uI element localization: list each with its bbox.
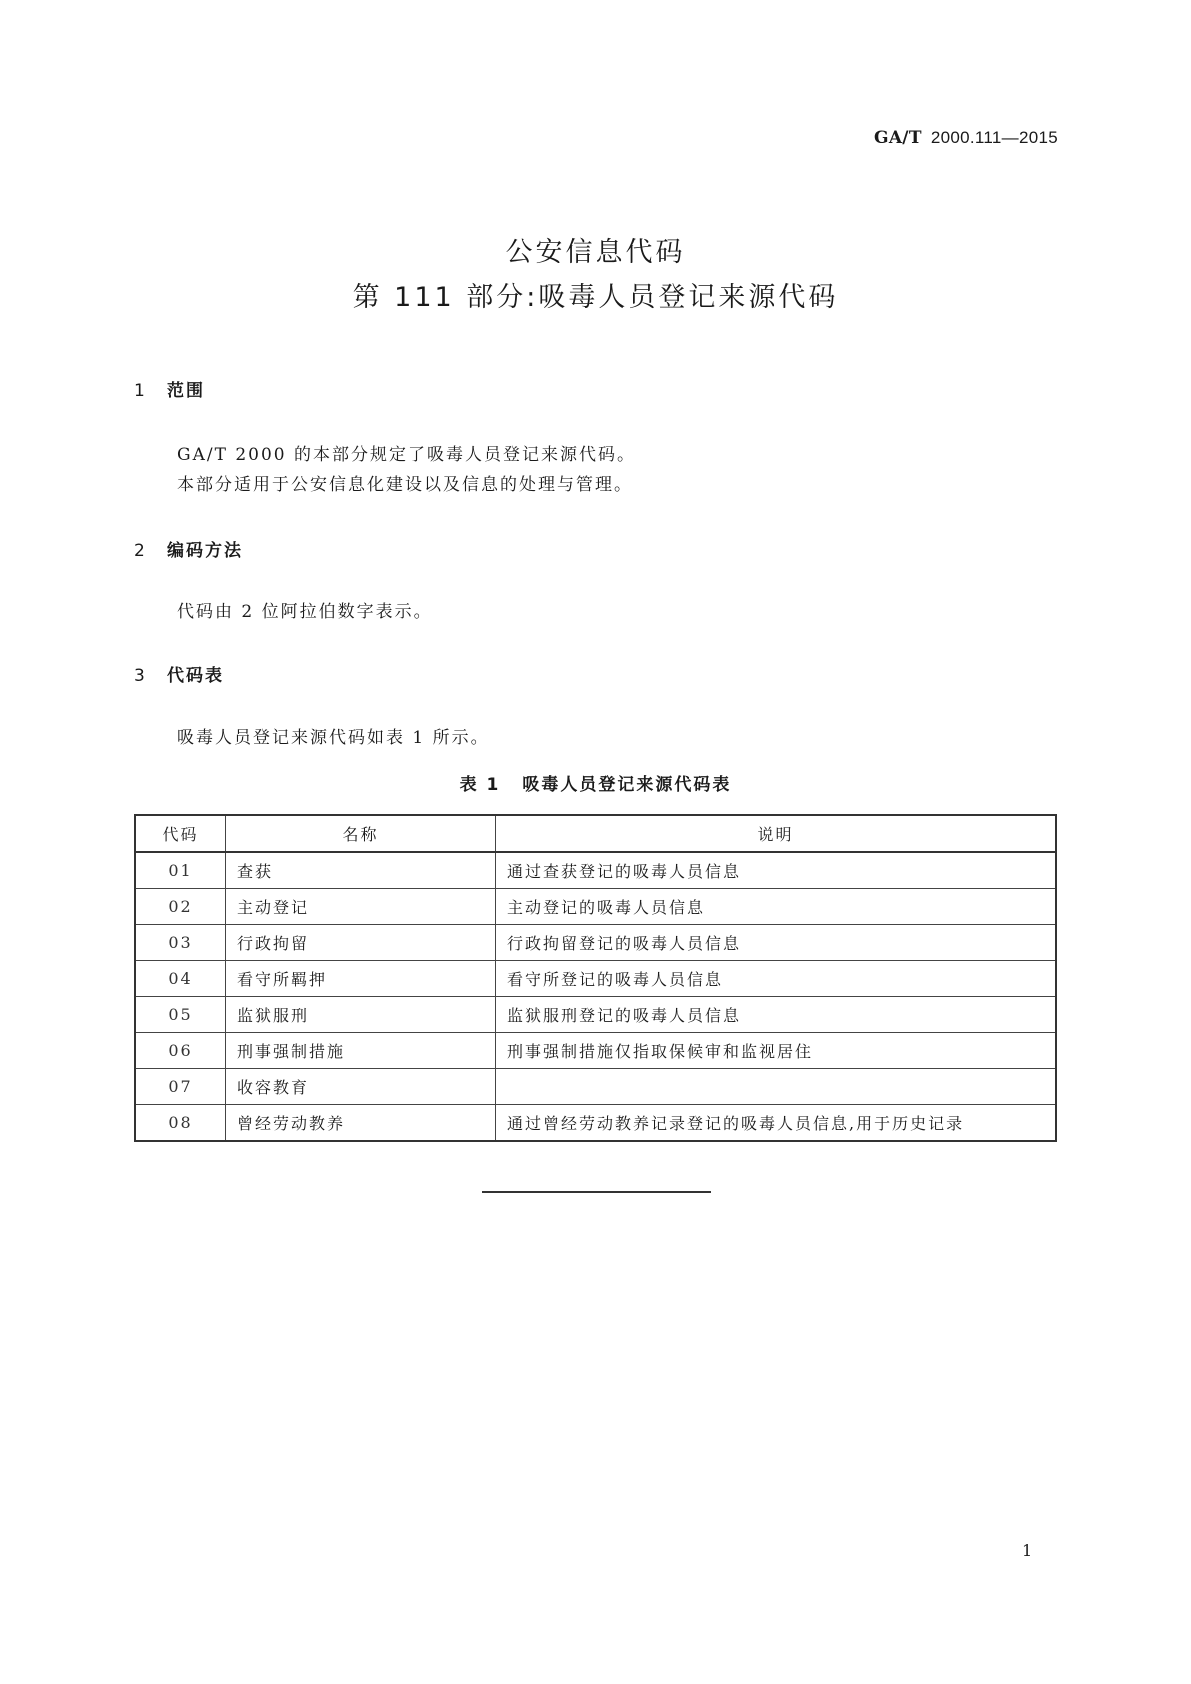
column-header-description: 说明 bbox=[496, 815, 1057, 852]
cell-code: 02 bbox=[135, 889, 226, 925]
cell-code: 06 bbox=[135, 1033, 226, 1069]
standard-number: 2000.111—2015 bbox=[930, 128, 1058, 147]
section-heading-encoding bbox=[134, 536, 243, 561]
section-title: 编码方法 bbox=[167, 541, 243, 561]
cell-name: 行政拘留 bbox=[226, 925, 496, 961]
cell-name: 看守所羁押 bbox=[226, 961, 496, 997]
cell-code: 05 bbox=[135, 997, 226, 1033]
cell-description: 主动登记的吸毒人员信息 bbox=[496, 889, 1057, 925]
cell-name: 查获 bbox=[226, 852, 496, 889]
table-header-row bbox=[135, 815, 1056, 852]
section-number: 1 bbox=[134, 381, 147, 401]
cell-description: 行政拘留登记的吸毒人员信息 bbox=[496, 925, 1057, 961]
cell-name: 收容教育 bbox=[226, 1069, 496, 1105]
cell-name: 刑事强制措施 bbox=[226, 1033, 496, 1069]
standard-prefix: GA/T bbox=[874, 128, 922, 148]
cell-code: 03 bbox=[135, 925, 226, 961]
end-of-document-rule bbox=[482, 1191, 711, 1193]
paragraph: GA/T 2000 的本部分规定了吸毒人员登记来源代码。 bbox=[177, 445, 636, 465]
table-row bbox=[135, 997, 1056, 1033]
table-row bbox=[135, 852, 1056, 889]
cell-description: 监狱服刑登记的吸毒人员信息 bbox=[496, 997, 1057, 1033]
cell-description: 通过曾经劳动教养记录登记的吸毒人员信息,用于历史记录 bbox=[496, 1105, 1057, 1142]
table-row bbox=[135, 1033, 1056, 1069]
table-caption-title: 吸毒人员登记来源代码表 bbox=[522, 775, 732, 795]
cell-code: 07 bbox=[135, 1069, 226, 1105]
table-caption-label: 表 1 bbox=[459, 775, 501, 795]
cell-name: 主动登记 bbox=[226, 889, 496, 925]
paragraph: 吸毒人员登记来源代码如表 1 所示。 bbox=[177, 728, 490, 748]
cell-description bbox=[496, 1069, 1057, 1105]
table-row bbox=[135, 1105, 1056, 1142]
code-table bbox=[134, 814, 1057, 1142]
table-row bbox=[135, 925, 1056, 961]
cell-name: 监狱服刑 bbox=[226, 997, 496, 1033]
page-number: 1 bbox=[1022, 1541, 1033, 1560]
paragraph: 本部分适用于公安信息化建设以及信息的处理与管理。 bbox=[177, 475, 633, 495]
section-title: 代码表 bbox=[167, 666, 224, 686]
document-title: 公安信息代码 bbox=[505, 237, 686, 268]
paragraph: 代码由 2 位阿拉伯数字表示。 bbox=[177, 602, 433, 622]
cell-description: 看守所登记的吸毒人员信息 bbox=[496, 961, 1057, 997]
document-subtitle: 第 111 部分:吸毒人员登记来源代码 bbox=[352, 282, 839, 313]
cell-code: 01 bbox=[135, 852, 226, 889]
cell-description: 刑事强制措施仅指取保候审和监视居住 bbox=[496, 1033, 1057, 1069]
cell-description: 通过查获登记的吸毒人员信息 bbox=[496, 852, 1057, 889]
section-number: 3 bbox=[134, 666, 147, 686]
column-header-code: 代码 bbox=[135, 815, 226, 852]
section-title: 范围 bbox=[167, 381, 205, 401]
section-number: 2 bbox=[134, 541, 147, 561]
table-row bbox=[135, 889, 1056, 925]
table-caption bbox=[0, 770, 1191, 795]
cell-code: 04 bbox=[135, 961, 226, 997]
cell-code: 08 bbox=[135, 1105, 226, 1142]
table-row bbox=[135, 1069, 1056, 1105]
column-header-name: 名称 bbox=[226, 815, 496, 852]
standard-code bbox=[0, 128, 1058, 148]
cell-name: 曾经劳动教养 bbox=[226, 1105, 496, 1142]
section-heading-code-table bbox=[134, 661, 224, 686]
table-row bbox=[135, 961, 1056, 997]
section-heading-scope bbox=[134, 376, 205, 401]
